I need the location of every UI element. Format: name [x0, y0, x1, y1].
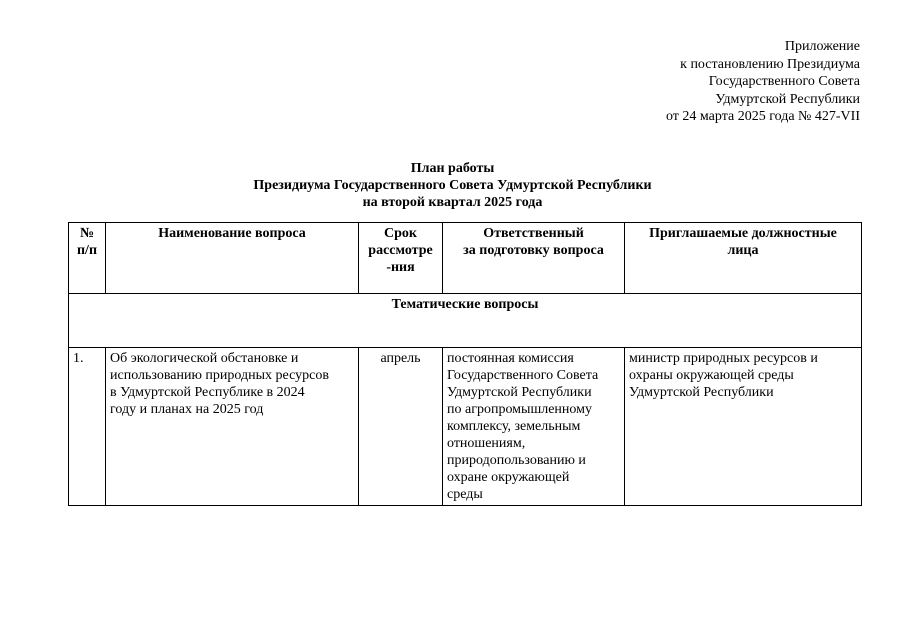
title-line: План работы — [410, 161, 495, 176]
header-invited: Приглашаемые должностные лица — [625, 223, 862, 294]
header-responsible: Ответственный за подготовку вопроса — [443, 223, 625, 294]
title-line: Президиума Государственного Совета Удмуртской Республики — [253, 178, 652, 193]
annex-line: к постановлению Президиума — [680, 56, 860, 72]
cell-responsible: постоянная комиссия Государственного Совета Удмуртской Республики по агропромышленному комплексу, земельным отношениям, природопользованию и охране окружающей среды — [443, 348, 625, 506]
section-title: Тематические вопросы — [69, 294, 862, 348]
plan-table — [68, 222, 862, 506]
annex-block — [666, 38, 860, 126]
annex-line: от 24 марта 2025 года № 427-VII — [665, 109, 860, 124]
title-line: на второй квартал 2025 года — [362, 195, 543, 210]
section-row — [69, 294, 862, 348]
cell-name: Об экологической обстановке и использованию природных ресурсов в Удмуртской Республике в 2024 году и планах на 2025 год — [106, 348, 359, 506]
header-num: № п/п — [69, 223, 106, 294]
header-name: Наименование вопроса — [106, 223, 359, 294]
annex-line: Удмуртской Республики — [715, 91, 860, 107]
annex-line: Приложение — [784, 39, 860, 54]
table-header-row — [69, 223, 862, 294]
cell-num: 1. — [69, 348, 106, 506]
annex-line: Государственного Совета — [708, 74, 860, 89]
cell-invited: министр природных ресурсов и охраны окружающей среды Удмуртской Республики — [625, 348, 862, 506]
header-term: Срок рассмотре -ния — [359, 223, 443, 294]
table-row — [69, 348, 862, 506]
cell-term: апрель — [359, 348, 443, 506]
document-title — [0, 160, 905, 211]
